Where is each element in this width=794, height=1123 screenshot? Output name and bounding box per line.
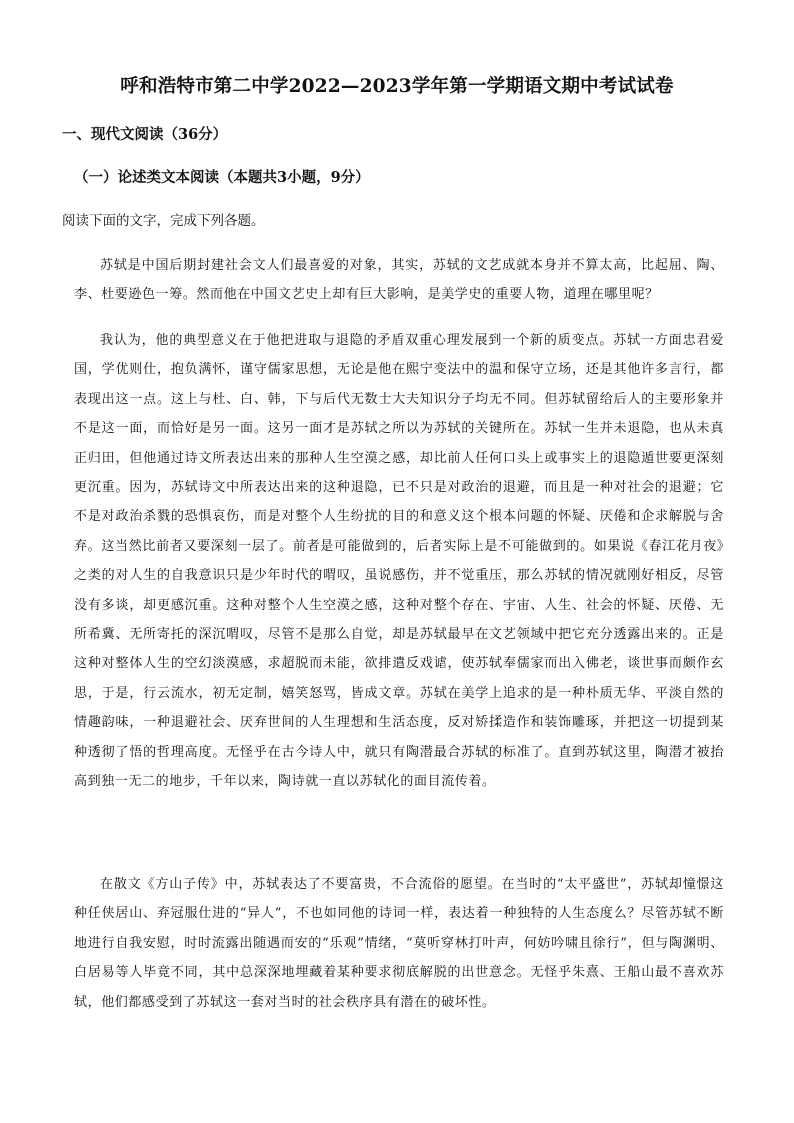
reading-instruction: 阅读下面的文字，完成下列各题。 (62, 213, 265, 229)
subsection-heading: （一）论述类文本阅读（本题共3小题，9分） (74, 169, 370, 186)
paragraph-3: 在散文《方山子传》中，苏轼表达了不要富贵，不合流俗的愿望。在当时的“太平盛世”，苏轼却憧憬这种任侠居山、弃冠服仕进的“异人”，不也如同他的诗词一样，表达着一种独特的人生态度么？尽管苏轼不断地进行自我安慰，时时流露出随遇而安的“乐观”情绪，“莫听穿林打叶声，何妨吟啸且徐行”，但与陶渊明、白居易等人毕竟不同，其中总深深地埋藏着某种要求彻底解脱的出世意念。无怪乎朱熹、王船山最不喜欢苏轼，他们都感受到了苏轼这一套对当时的社会秩序具有潜在的破坏性。 (74, 877, 724, 1010)
paragraph-1: 苏轼是中国后期封建社会文人们最喜爱的对象，其实，苏轼的文艺成就本身并不算太高，比起屈、陶、李、杜要逊色一筹。然而他在中国文艺史上却有巨大影响，是美学史的重要人物，道理在哪里呢？ (74, 258, 724, 303)
exam-title: 呼和浩特市第二中学2022—2023学年第一学期语文期中考试试卷 (120, 76, 674, 97)
paragraph-2: 我认为，他的典型意义在于他把进取与退隐的矛盾双重心理发展到一个新的质变点。苏轼一方面忠君爱国，学优则仕，抱负满怀，谨守儒家思想，无论是他在熙宁变法中的温和保守立场，还是其他许多言行，都表现出这一点。这上与杜、白、韩，下与后代无数士大夫知识分子均无不同。但苏轼留给后人的主要形象并不是这一面，而恰好是另一面。这另一面才是苏轼之所以为苏轼的关键所在。苏轼一生并未退隐，也从未真正归田，但他通过诗文所表达出来的那种人生空漠之感，却比前人任何口头上或事实上的退隐遁世要更深刻更沉重。因为，苏轼诗文中所表达出来的这种退隐，已不只是对政治的退避，而且是一种对社会的退避；它不是对政治杀戮的恐惧哀伤，而是对整个人生纷扰的目的和意义这个根本问题的怀疑、厌倦和企求解脱与舍弃。这当然比前者又要深刻一层了。前者是可能做到的，后者实际上是不可能做到的。如果说《春江花月夜》之类的对人生的自我意识只是少年时代的喟叹，虽说感伤，并不觉重压，那么苏轼的情况就刚好相反，尽管没有多谈，却更感沉重。这种对整个人生空漠之感，这种对整个存在、宇宙、人生、社会的怀疑、厌倦、无所希冀、无所寄托的深沉喟叹，尽管不是那么自觉，却是苏轼最早在文艺领域中把它充分透露出来的。正是这种对整体人生的空幻淡漠感，求超脱而未能，欲排遣反戏谑，使苏轼奉儒家而出入佛老，谈世事而颇作玄思，于是，行云流水，初无定制，嬉笑怒骂，皆成文章。苏轼在美学上追求的是一种朴质无华、平淡自然的情趣韵味，一种退避社会、厌弃世间的人生理想和生活态度，反对矫揉造作和装饰雕琢，并把这一切提到某种透彻了悟的哲理高度。无怪乎在古今诗人中，就只有陶潜最合苏轼的标准了。直到苏轼这里，陶潜才被抬高到独一无二的地步，千年以来，陶诗就一直以苏轼化的面目流传着。 (74, 333, 724, 790)
section-heading: 一、现代文阅读（36分） (62, 126, 228, 143)
